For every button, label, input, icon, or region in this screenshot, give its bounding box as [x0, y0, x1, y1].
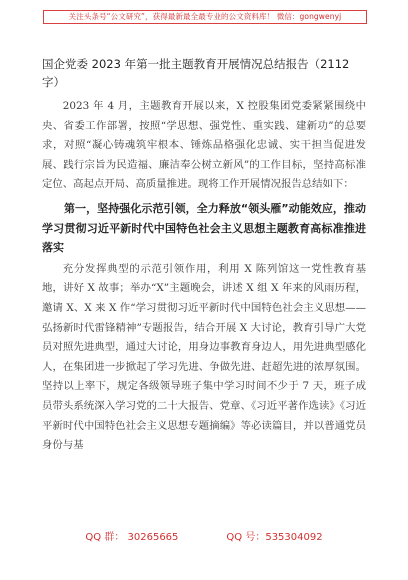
qq-number-text: QQ 号：535304092: [226, 532, 323, 543]
footer-contacts: [0, 531, 408, 545]
document-body: [42, 55, 366, 456]
promo-banner: 关注头条号“公文研究”，获得最新最全最专业的公文资料库！ 微信：gongwenyj: [43, 10, 367, 24]
intro-paragraph: 2023 年 4 月，主题教育开展以来，X 控股集团党委紧紧围绕中央、省委工作部署，按照“学思想、强党性、重实践、建新功”的总要求，对照“凝心铸魂筑牢根本、锤炼品格强化忠诚、实干担当促进发展、践行宗旨为民造福、廉洁奉公树立新风”的工作目标，坚持高标准定位、高起点开局、高质量推进。现将工作开展情况报告总结如下：: [42, 100, 366, 191]
document-title: 国企党委 2023 年第一批主题教育开展情况总结报告（2112字）: [42, 57, 350, 89]
section-paragraph: 充分发挥典型的示范引领作用，利用 X 陈列馆这一党性教育基地，讲好 X 故事；举办“X”主题晚会，讲述 X 组 X 年来的风雨历程，邀请 X、X 来 X 作“学习贯彻习近平新时代中国特色社会主义思想——弘扬新时代雷锋精神”专题报告，结合开展 X 大讨论，教育引导广大党员对照先进典型，通过大讨论，用身边事教育身边人，用先进典型感化人，在集团进一步掀起了学习先进、争做先进、赶超先进的浓厚氛围。坚持以上率下，规定各级领导班子集中学习时间不少于 7 天，班子成员带头系统深入学习党的二十大报告、党章、《习近平著作选读》《习近平新时代中国特色社会主义思想专题摘编》等必读篇目，并以普通党员身份与基: [42, 262, 366, 452]
section-heading: 第一，坚持强化示范引领，全力释放“领头雁”动能效应，推动学习贯彻习近平新时代中国特色社会主义思想主题教育高标准推进落实: [42, 201, 366, 255]
qq-group-text: QQ 群： 30265665: [85, 532, 179, 543]
